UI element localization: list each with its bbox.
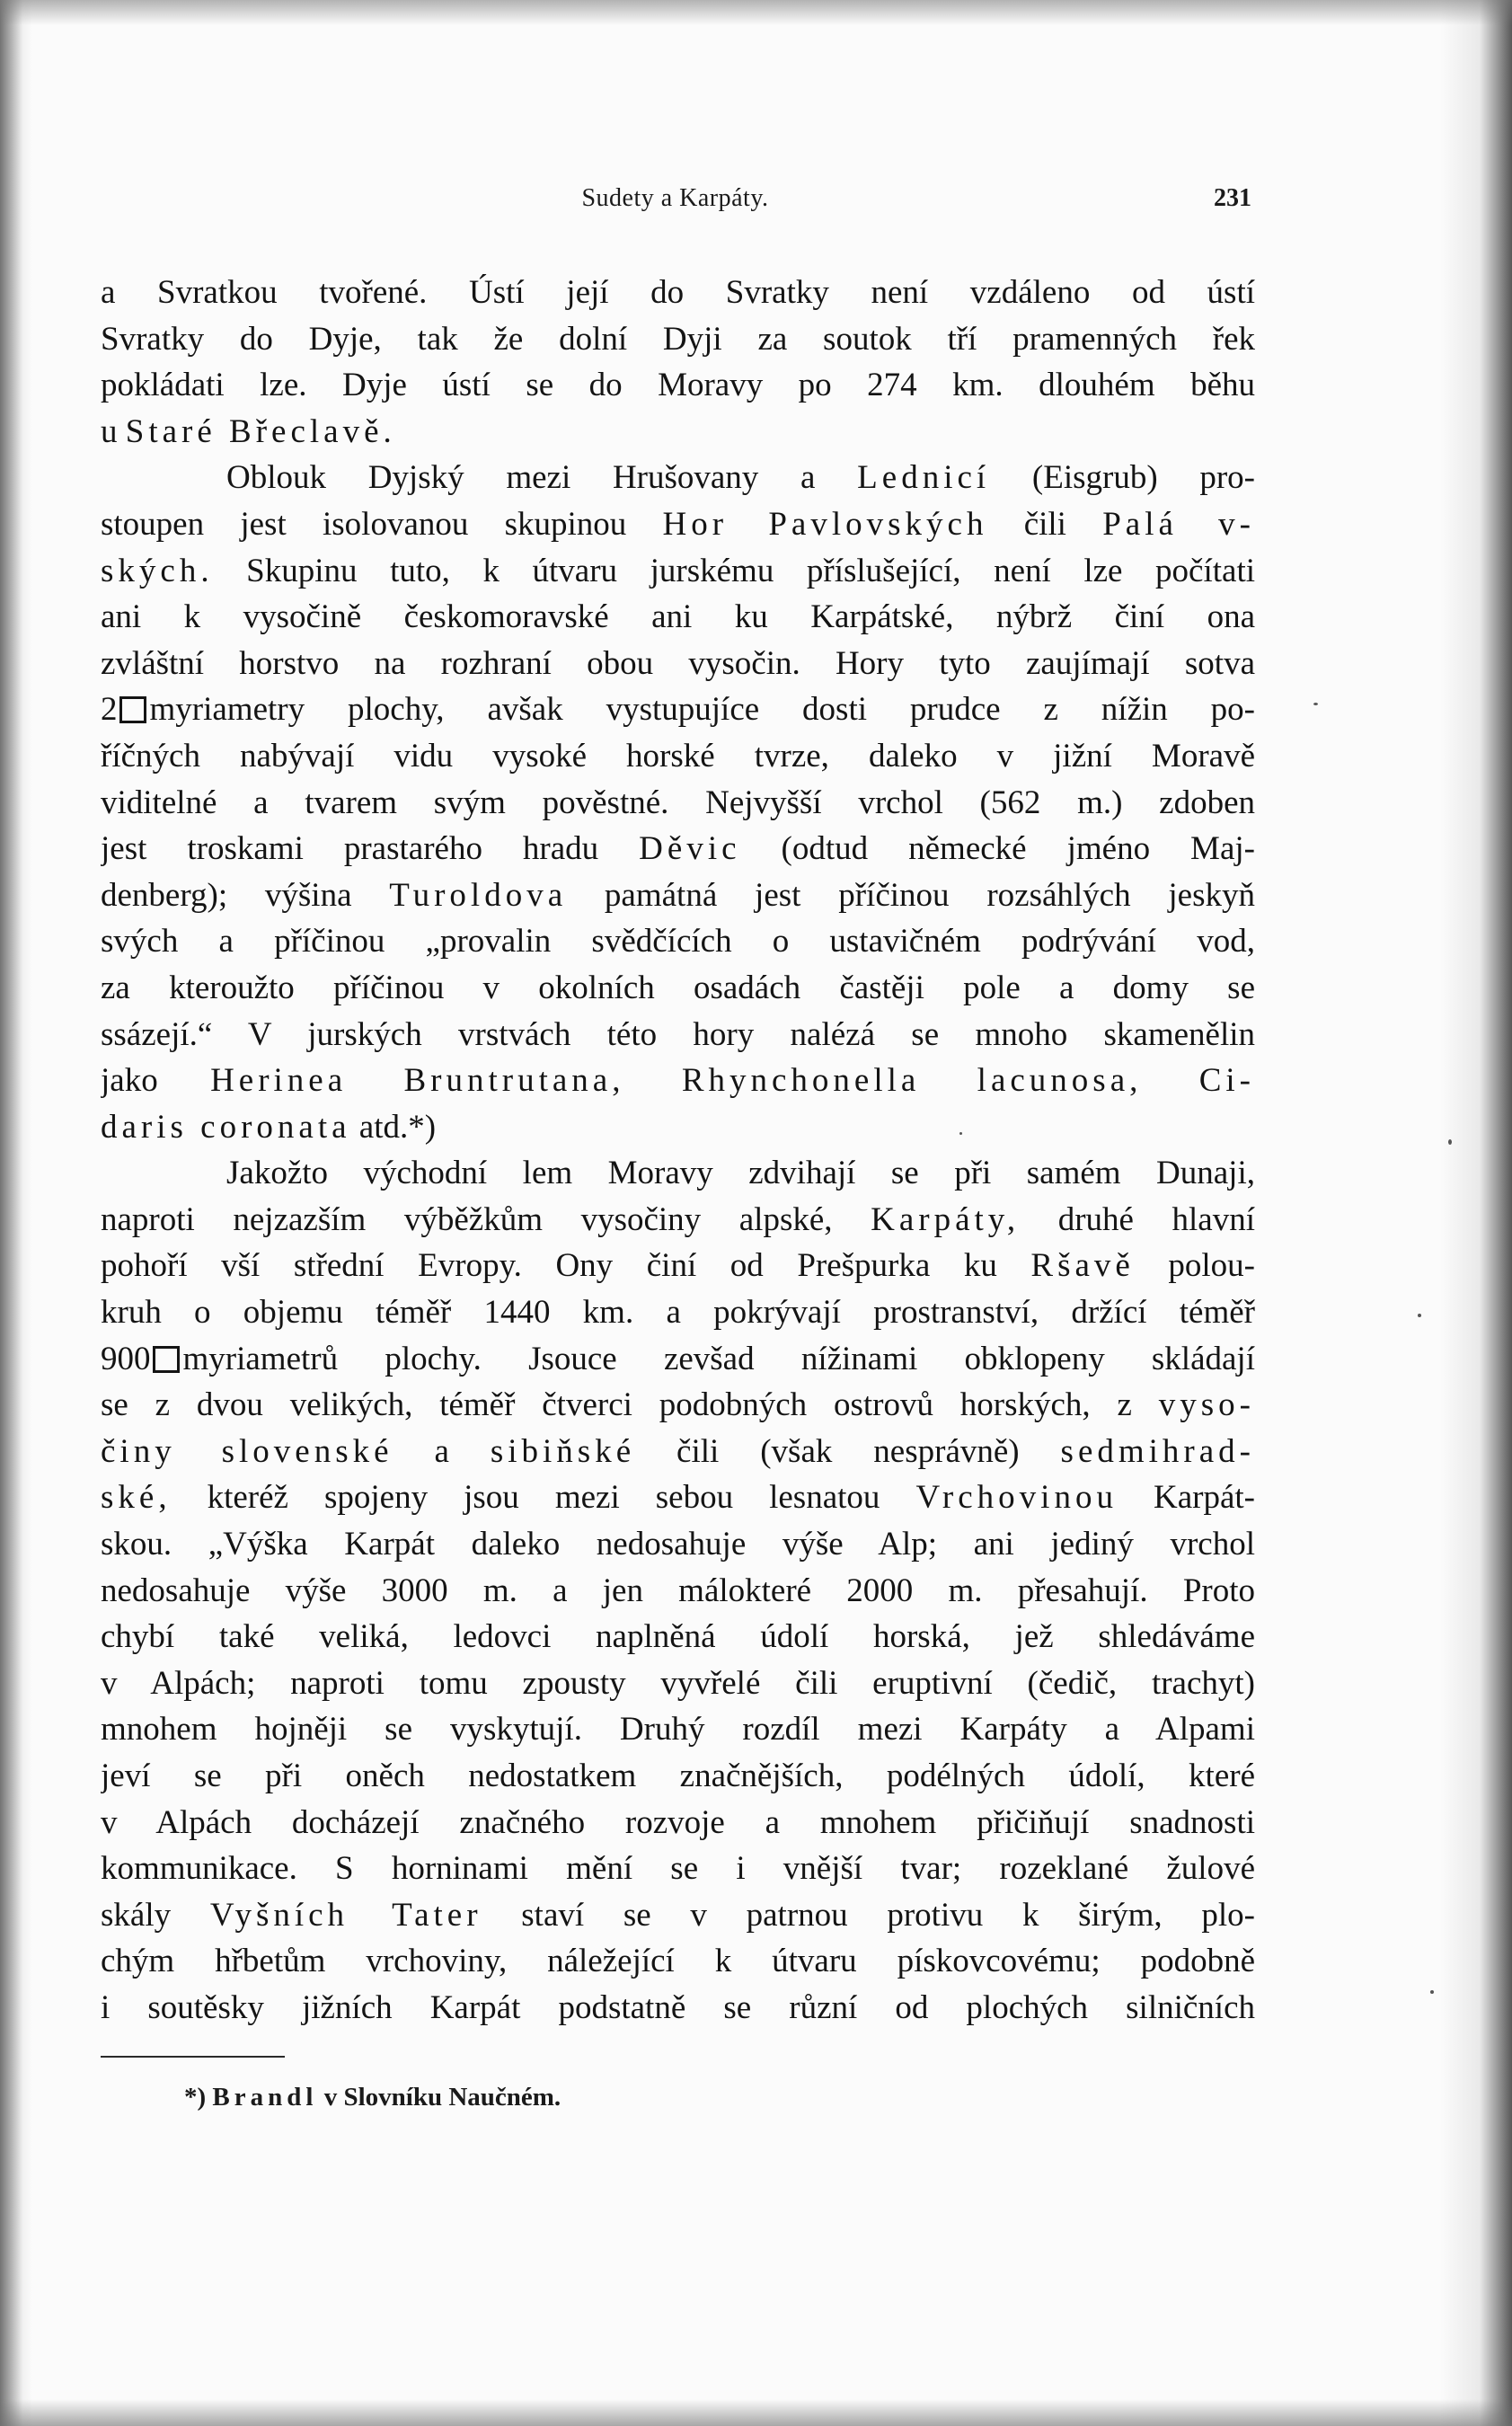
spaced-name: vyso-	[1158, 1386, 1255, 1424]
text-line: stoupen jest isolovanou skupinou Hor Pavlovských čili Palá v-	[101, 505, 1255, 543]
text-line: říčných nabývají vidu vysoké horské tvrze, daleko v jižní Moravě	[101, 737, 1255, 775]
text-line: 2 myriametry plochy, avšak vystupujíce dosti prudce z nížin po-	[101, 691, 1255, 729]
text-line: u Staré Břeclavě.	[101, 412, 396, 450]
scan-speck	[1418, 1314, 1421, 1317]
scan-speck	[959, 1132, 962, 1135]
square-symbol-icon	[153, 1346, 180, 1373]
spaced-name: ské,	[101, 1479, 172, 1517]
text-line: kommunikace. S horninami mění se i vnější tvar; rozeklané žulové	[101, 1850, 1255, 1888]
text-line: denberg); výšina Turoldova památná jest příčinou rozsáhlých jeskyň	[101, 876, 1255, 914]
text-line: jeví se při oněch nedostatkem značnějších, podélných údolí, které	[101, 1758, 1255, 1794]
text-line: viditelné a tvarem svým pověstné. Nejvyšší vrchol (562 m.) zdoben	[101, 784, 1255, 821]
page-number: 231	[1214, 184, 1251, 212]
scan-speck	[1448, 1139, 1452, 1145]
running-head	[99, 184, 1251, 220]
scan-speck	[1430, 1990, 1434, 1994]
running-title: Sudety a Karpáty.	[581, 184, 769, 212]
spaced-name: Palá v-	[1102, 505, 1255, 543]
text-line: ské, kteréž spojeny jsou mezi sebou lesnatou Vrchovinou Karpát-	[101, 1479, 1255, 1517]
spaced-name: Staré Břeclavě.	[125, 412, 396, 450]
spaced-name: ských.	[101, 552, 214, 589]
paragraph-start-line: Oblouk Dyjský mezi Hrušovany a Lednicí (Eisgrub) pro-	[226, 459, 1255, 497]
spaced-name: daris coronata	[101, 1108, 351, 1146]
text-line: jest troskami prastarého hradu Děvic (odtud německé jméno Maj-	[101, 830, 1255, 868]
text-line: ských. Skupinu tuto, k útvaru jurskému příslušející, není lze počítati	[101, 552, 1255, 589]
spaced-name: Děvic	[639, 830, 741, 868]
spaced-name: Hor Pavlovských	[662, 505, 988, 543]
text-line: v Alpách; naproti tomu zpousty vyvřelé čili eruptivní (čedič, trachyt)	[101, 1664, 1255, 1702]
spaced-name: Turoldova	[389, 876, 568, 914]
scan-edge-bottom	[0, 2399, 1512, 2426]
spaced-name: Herinea Bruntrutana, Rhynchonella lacunosa, Ci-	[210, 1062, 1255, 1100]
text-line: ani k vysočině českomoravské ani ku Karpátské, nýbrž činí ona	[101, 598, 1255, 636]
spaced-name: Lednicí	[857, 459, 991, 497]
square-symbol-icon	[119, 696, 146, 723]
text-line: naproti nejzazším výběžkům vysočiny alpské, Karpáty, druhé hlavní	[101, 1200, 1255, 1238]
footnote-marker: *)	[184, 2083, 207, 2112]
footnote-rule	[101, 2056, 285, 2058]
text-line: a Svratkou tvořené. Ústí její do Svratky není vzdáleno od ústí	[101, 274, 1255, 311]
text-line: svých a příčinou „provalin svědčících o ustavičném podrývání vod,	[101, 923, 1255, 961]
body-text	[101, 270, 1255, 2032]
scan-edge-right	[1440, 0, 1512, 2426]
scan-edge-top	[0, 0, 1512, 25]
text-line: se z dvou velikých, téměř čtverci podobných ostrovů horských, z vyso-	[101, 1386, 1255, 1424]
footnote-text: v Slovníku Naučném.	[323, 2083, 561, 2112]
scan-speck	[1313, 703, 1318, 705]
text-line: pohoří vší střední Evropy. Ony činí od Prešpurka ku Ršavě polou-	[101, 1247, 1255, 1285]
spaced-name: Ršavě	[1030, 1247, 1135, 1285]
spaced-name: Vrchovinou	[915, 1479, 1118, 1517]
text-line: jako Herinea Bruntrutana, Rhynchonella lacunosa, Ci-	[101, 1062, 1255, 1100]
scan-edge-left	[0, 0, 32, 2426]
text-line: chým hřbetům vrchoviny, náležející k útvaru pískovcovému; podobně	[101, 1943, 1255, 1980]
text-line: kruh o objemu téměř 1440 km. a pokrývají prostranství, držící téměř	[101, 1294, 1255, 1332]
text-line: i soutěsky jižních Karpát podstatně se různí od plochých silničních	[101, 1988, 1255, 2026]
text-line: skou. „Výška Karpát daleko nedosahuje výše Alp; ani jediný vrchol	[101, 1526, 1255, 1563]
text-line: v Alpách docházejí značného rozvoje a mnohem přičiňují snadnosti	[101, 1803, 1255, 1841]
text-line: mnohem hojněji se vyskytují. Druhý rozdíl mezi Karpáty a Alpami	[101, 1711, 1255, 1749]
footnote	[184, 2083, 561, 2112]
spaced-name: činy slovenské	[101, 1432, 393, 1470]
text-line: zvláštní horstvo na rozhraní obou vysočin. Hory tyto zaujímají sotva	[101, 644, 1255, 682]
paragraph-start-line: Jakožto východní lem Moravy zdvihají se při samém Dunaji,	[226, 1155, 1255, 1192]
text-line: ssázejí.“ V jurských vrstvách této hory nalézá se mnoho skamenělin	[101, 1015, 1255, 1053]
spaced-name: sibiňské	[490, 1432, 636, 1470]
text-line: 900 myriametrů plochy. Jsouce zevšad nížinami obklopeny skládají	[101, 1340, 1255, 1377]
text-line: činy slovenské a sibiňské čili (však nesprávně) sedmihrad-	[101, 1432, 1255, 1470]
text-line: nedosahuje výše 3000 m. a jen málokteré 2000 m. přesahují. Proto	[101, 1572, 1255, 1609]
spaced-name: Vyšních Tater	[209, 1896, 482, 1934]
text-line: chybí také veliká, ledovci naplněná údolí horská, jež shledáváme	[101, 1618, 1255, 1656]
text-line: skály Vyšních Tater staví se v patrnou protivu k širým, plo-	[101, 1896, 1255, 1934]
text-line: pokládati lze. Dyje ústí se do Moravy po 274 km. dlouhém běhu	[101, 367, 1255, 404]
footnote-author: Brandl	[212, 2083, 318, 2112]
text-line: daris coronata atd.*)	[101, 1108, 437, 1146]
text-line: za kteroužto příčinou v okolních osadách častěji pole a domy se	[101, 969, 1255, 1006]
spaced-name: sedmihrad-	[1060, 1432, 1255, 1470]
spaced-name: Karpáty,	[871, 1200, 1021, 1238]
text-line: Svratky do Dyje, tak že dolní Dyji za soutok tří pramenných řek	[101, 320, 1255, 358]
